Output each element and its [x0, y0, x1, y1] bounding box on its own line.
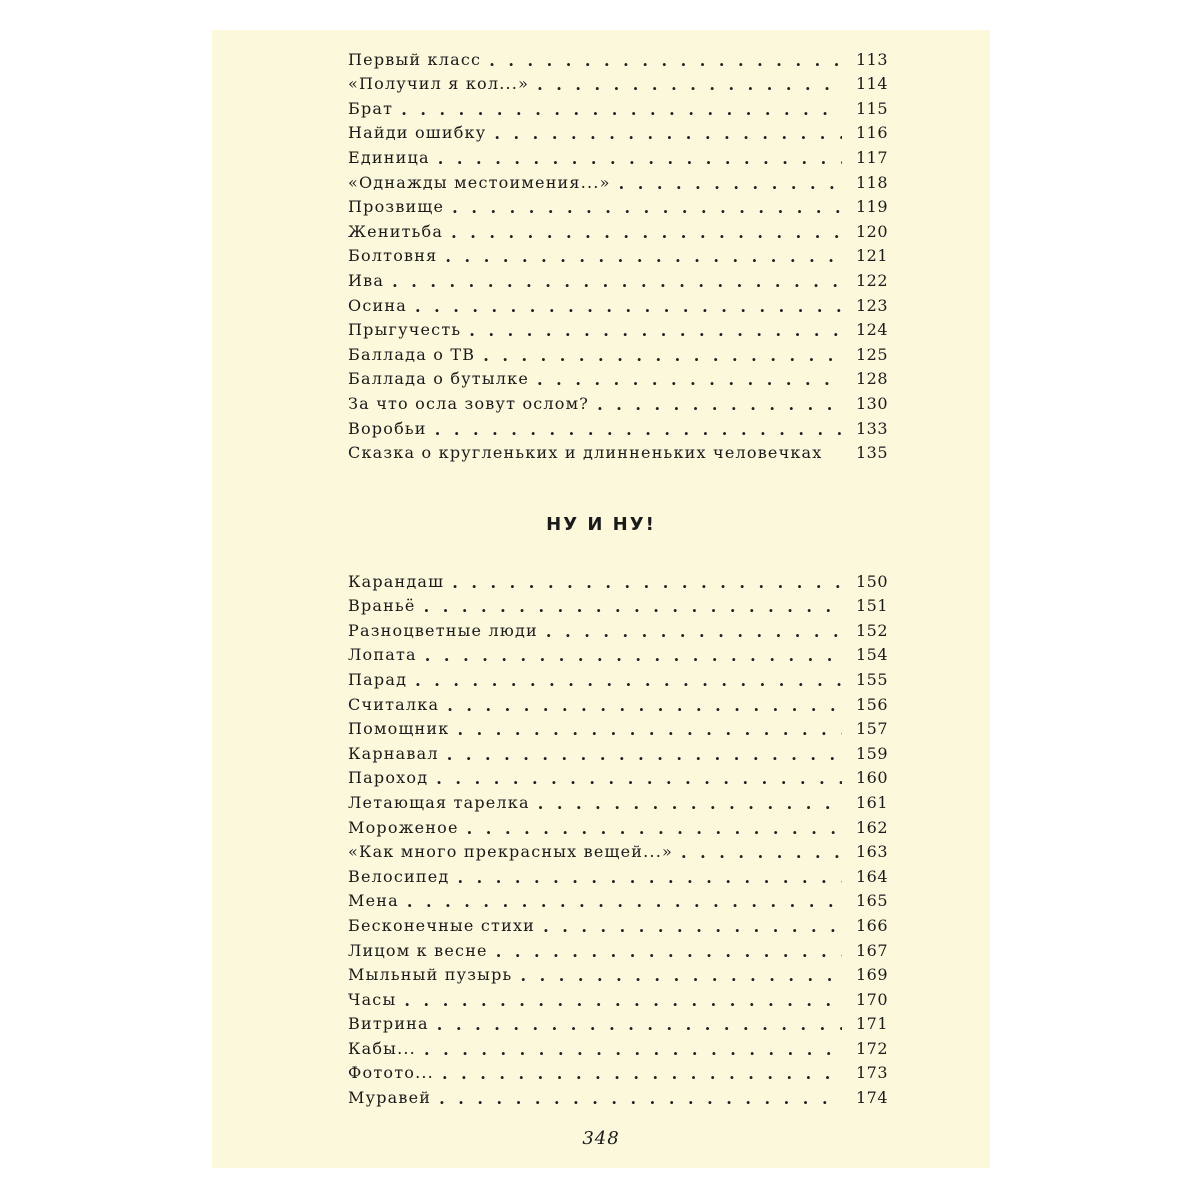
toc-entry-page: 170 — [855, 989, 888, 1009]
toc-entry-title: Разноцветные люди — [348, 620, 538, 640]
toc-entry-title: Карандаш — [348, 571, 445, 591]
toc-list-bottom — [348, 566, 888, 1107]
toc-entry — [348, 438, 888, 463]
dot-leader — [546, 624, 842, 640]
toc-entry-title: Мена — [348, 891, 399, 911]
toc-entry — [348, 910, 888, 935]
dot-leader — [520, 968, 842, 984]
toc-entry-page: 164 — [855, 866, 888, 886]
toc-entry — [348, 935, 888, 960]
toc-entry-title: Баллада о бутылке — [348, 369, 530, 389]
dot-leader — [415, 673, 842, 689]
dot-leader — [597, 397, 842, 413]
dot-leader — [439, 1091, 842, 1107]
toc-entry-page: 113 — [855, 49, 888, 69]
toc-entry-page: 152 — [855, 620, 888, 640]
toc-entry-title: Враньё — [348, 596, 416, 616]
book-page — [212, 30, 990, 1168]
toc-entry-title: Найди ошибку — [348, 123, 487, 143]
toc-entry-page: 172 — [855, 1038, 888, 1058]
toc-entry-title: Прыгучесть — [348, 320, 462, 340]
dot-leader — [424, 599, 842, 615]
dot-leader — [445, 249, 842, 265]
toc-entry-page: 155 — [855, 669, 888, 689]
toc-entry-page: 121 — [855, 246, 888, 266]
toc-entry-title: «Получил я кол...» — [348, 74, 530, 94]
dot-leader — [451, 225, 842, 241]
toc-entry-page: 114 — [855, 74, 888, 94]
toc-entry-page: 115 — [855, 98, 888, 118]
dot-leader — [435, 422, 842, 438]
dot-leader — [404, 993, 842, 1009]
page-number: 348 — [582, 1128, 620, 1149]
toc-entry-title: Единица — [348, 147, 430, 167]
toc-entry-title: Воробьи — [348, 418, 427, 438]
toc-entry — [348, 837, 888, 862]
toc-entry-page: 163 — [855, 842, 888, 862]
toc-entry-page: 124 — [855, 320, 888, 340]
dot-leader — [425, 648, 842, 664]
toc-entry — [348, 315, 888, 340]
dot-leader — [401, 102, 842, 118]
toc-entry — [348, 763, 888, 788]
toc-entry — [348, 664, 888, 689]
toc-entry-page: 119 — [855, 197, 888, 217]
dot-leader — [457, 870, 842, 886]
toc-entry — [348, 1009, 888, 1034]
toc-entry — [348, 640, 888, 665]
toc-entry-title: Баллада о ТВ — [348, 344, 476, 364]
toc-entry-title: Помощник — [348, 719, 450, 739]
toc-entry-title: Фотото... — [348, 1063, 434, 1083]
toc-entry-title: «Однажды местоимения...» — [348, 172, 611, 192]
dot-leader — [619, 176, 842, 192]
toc-entry — [348, 591, 888, 616]
section-title: НУ И НУ! — [546, 514, 656, 535]
toc-entry-page: 150 — [855, 571, 888, 591]
toc-entry — [348, 241, 888, 266]
dot-leader — [452, 575, 842, 591]
toc-entry — [348, 142, 888, 167]
toc-entry-title: Часы — [348, 989, 397, 1009]
dot-leader — [447, 698, 842, 714]
toc-entry — [348, 984, 888, 1009]
toc-entry — [348, 93, 888, 118]
toc-entry — [348, 1058, 888, 1083]
toc-entry — [348, 388, 888, 413]
toc-entry — [348, 689, 888, 714]
toc-entry-page: 161 — [855, 792, 888, 812]
dot-leader — [447, 747, 842, 763]
toc-entry-page: 118 — [855, 172, 888, 192]
toc-entry-title: Брат — [348, 98, 394, 118]
dot-leader — [467, 821, 842, 837]
dot-leader — [438, 151, 842, 167]
toc-entry-title: Парад — [348, 669, 408, 689]
dot-leader — [681, 845, 842, 861]
toc-entry — [348, 738, 888, 763]
toc-entry-page: 151 — [855, 596, 888, 616]
toc-entry — [348, 960, 888, 985]
toc-entry — [348, 812, 888, 837]
toc-entry — [348, 192, 888, 217]
toc-entry-page: 128 — [855, 369, 888, 389]
toc-entry-page: 174 — [855, 1088, 888, 1108]
dot-leader — [538, 796, 842, 812]
dot-leader — [489, 53, 842, 69]
toc-entry — [348, 44, 888, 69]
toc-entry-page: 120 — [855, 221, 888, 241]
dot-leader — [415, 299, 842, 315]
toc-entry — [348, 886, 888, 911]
toc-entry — [348, 265, 888, 290]
toc-entry-title: За что осла зовут ослом? — [348, 393, 590, 413]
toc-entry-page: 166 — [855, 915, 888, 935]
toc-entry-page: 169 — [855, 965, 888, 985]
toc-entry — [348, 615, 888, 640]
dot-leader — [424, 1042, 842, 1058]
toc-entry-page: 160 — [855, 768, 888, 788]
toc-entry-title: Пароход — [348, 768, 429, 788]
toc-entry-page: 157 — [855, 719, 888, 739]
toc-entry-title: Витрина — [348, 1014, 429, 1034]
toc-entry-page: 133 — [855, 418, 888, 438]
toc-entry — [348, 861, 888, 886]
toc-entry-page: 173 — [855, 1063, 888, 1083]
toc-entry-title: Бесконечные стихи — [348, 915, 536, 935]
toc-entry-title: Болтовня — [348, 246, 438, 266]
toc-entry — [348, 364, 888, 389]
toc-entry-title: Осина — [348, 295, 407, 315]
toc-entry — [348, 339, 888, 364]
dot-leader — [469, 323, 842, 339]
toc-entry — [348, 69, 888, 94]
toc-entry-page: 165 — [855, 891, 888, 911]
dot-leader — [496, 944, 842, 960]
toc-entry-page: 159 — [855, 743, 888, 763]
toc-entry-page: 123 — [855, 295, 888, 315]
dot-leader — [543, 919, 842, 935]
toc-entry-page: 171 — [855, 1014, 888, 1034]
dot-leader — [483, 348, 842, 364]
toc-entry-page: 130 — [855, 393, 888, 413]
toc-entry-page: 125 — [855, 344, 888, 364]
toc-list-top — [348, 44, 888, 462]
toc-entry-title: Лицом к весне — [348, 940, 488, 960]
toc-entry — [348, 290, 888, 315]
toc-entry — [348, 566, 888, 591]
toc-entry-title: Мороженое — [348, 817, 459, 837]
dot-leader — [436, 771, 842, 787]
toc-entry — [348, 167, 888, 192]
toc-entry-page: 167 — [855, 940, 888, 960]
toc-entry-page: 154 — [855, 645, 888, 665]
toc-entry — [348, 216, 888, 241]
dot-leader — [442, 1066, 842, 1082]
dot-leader — [392, 274, 842, 290]
toc-entry-page: 122 — [855, 270, 888, 290]
toc-entry — [348, 1082, 888, 1107]
toc-entry-title: Мыльный пузырь — [348, 965, 513, 985]
toc-entry-title: Прозвище — [348, 197, 445, 217]
dot-leader — [494, 126, 842, 142]
toc-entry — [348, 118, 888, 143]
dot-leader — [537, 77, 842, 93]
toc-entry — [348, 1033, 888, 1058]
toc-entry-title: Первый класс — [348, 49, 482, 69]
dot-leader — [407, 894, 842, 910]
toc-entry — [348, 413, 888, 438]
toc-entry-title: Ива — [348, 270, 385, 290]
dot-leader — [437, 1017, 842, 1033]
toc-entry-title: Муравей — [348, 1088, 432, 1108]
toc-entry-page: 162 — [855, 817, 888, 837]
toc-entry-title: Считалка — [348, 694, 440, 714]
toc-entry-page: 116 — [855, 123, 888, 143]
toc-entry-title: Кабы... — [348, 1038, 416, 1058]
dot-leader — [537, 372, 842, 388]
dot-leader — [452, 200, 842, 216]
toc-entry-title: Карнавал — [348, 743, 439, 763]
toc-entry — [348, 714, 888, 739]
toc-entry-title: «Как много прекрасных вещей...» — [348, 842, 673, 862]
toc-entry-page: 135 — [855, 443, 888, 463]
toc-entry-page: 156 — [855, 694, 888, 714]
toc-entry-title: Летающая тарелка — [348, 792, 530, 812]
toc-entry-title: Сказка о кругленьких и длинненьких человечках — [348, 443, 823, 463]
toc-entry-title: Велосипед — [348, 866, 450, 886]
toc-entry-title: Женитьба — [348, 221, 444, 241]
dot-leader — [457, 722, 842, 738]
toc-entry-title: Лопата — [348, 645, 417, 665]
toc-entry-page: 117 — [855, 147, 888, 167]
toc-entry — [348, 787, 888, 812]
